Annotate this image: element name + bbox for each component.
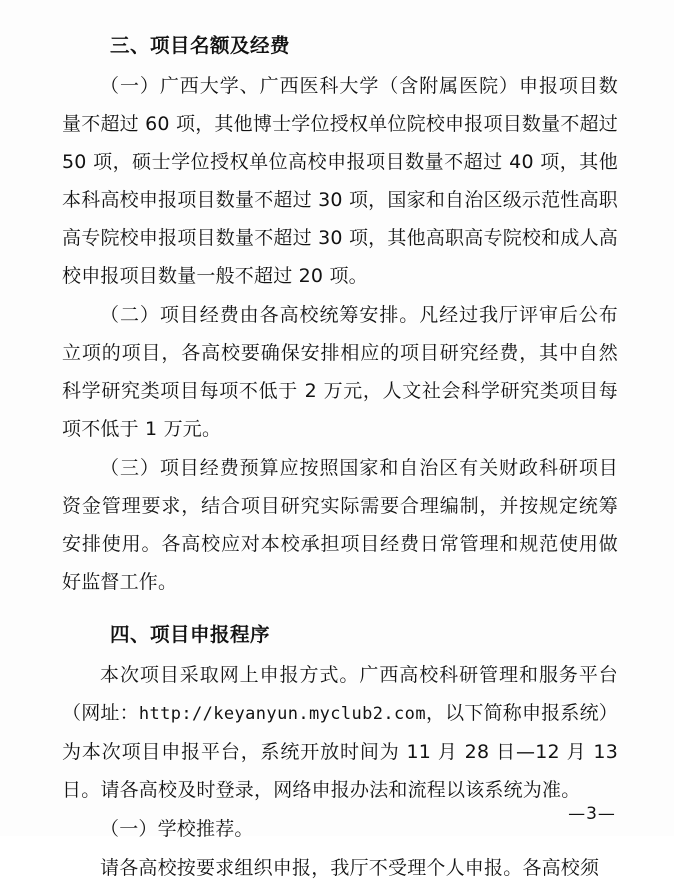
section-heading-4: 四、项目申报程序 xyxy=(110,623,271,647)
page-number-value: —3— xyxy=(568,804,616,824)
paragraph-4-1-pre: 本次项目采取网上申报方式。广西高校科研管理和服务平台（网址： xyxy=(62,664,618,725)
paragraph-3-1: （一）广西大学、广西医科大学（含附属医院）申报项目数量不超过 60 项，其他博士学位授权单位院校申报项目数量不超过 50 项，硕士学位授权单位高校申报项目数量不超过 40 项，其他本科高校申报项目数量不超过 30 项，国家和自治区级示范性高职高专院校申报项目数量不超过 30 项，其他高职高专院校和成人高校申报项目数量一般不超过 20 项。 xyxy=(62,75,618,288)
paragraph-4-1 xyxy=(62,656,618,809)
paragraph-3-2: （二）项目经费由各高校统筹安排。凡经过我厅评审后公布立项的项目，各高校要确保安排相应的项目研究经费，其中自然科学研究类项目每项不低于 2 万元，人文社会科学研究类项目每项不低于 1 万元。 xyxy=(62,304,618,441)
application-system-url[interactable]: http://keyanyun.myclub2.com xyxy=(138,704,426,725)
paragraph-4-1-post: ，以下简称申报系统）为本次项目申报平台，系统开放时间为 11 月 28 日—12 月 13 日。请各高校及时登录，网络申报办法和流程以该系统为准。 xyxy=(62,702,618,802)
section-heading-3: 三、项目名额及经费 xyxy=(110,34,291,57)
document-body xyxy=(62,30,618,887)
page-number xyxy=(0,804,674,824)
paragraph-3-3: （三）项目经费预算应按照国家和自治区有关财政科研项目资金管理要求，结合项目研究实际需要合理编制，并按规定统筹安排使用。各高校应对本校承担项目经费日常管理和规范使用做好监督工作。 xyxy=(62,457,618,594)
paragraph-4-2: 请各高校按要求组织申报，我厅不受理个人申报。各高校须 xyxy=(100,857,600,880)
subsection-heading-4-1: （一）学校推荐。 xyxy=(100,818,254,841)
